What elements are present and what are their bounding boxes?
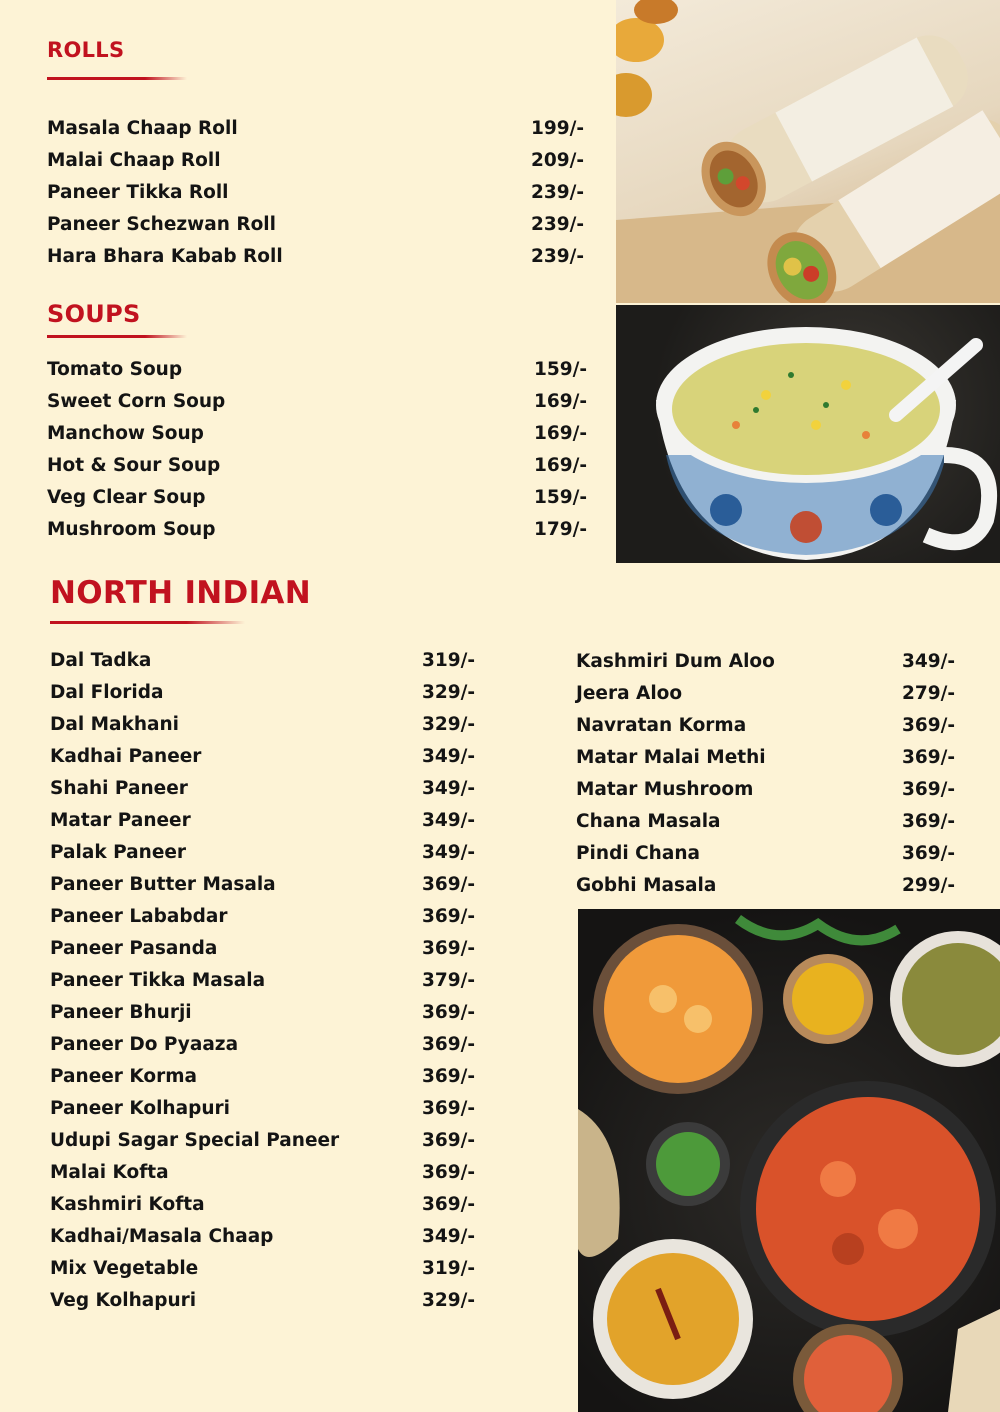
menu-item-name: Palak Paneer xyxy=(50,842,187,863)
menu-item-price: 369/- xyxy=(422,906,476,927)
menu-item-price: 369/- xyxy=(902,811,956,832)
menu-item-price: 349/- xyxy=(422,810,476,831)
north-indian-food-photo xyxy=(578,909,1000,1412)
menu-item-name: Mushroom Soup xyxy=(47,519,216,540)
menu-item-name: Paneer Tikka Roll xyxy=(47,182,229,203)
menu-item-name: Kashmiri Dum Aloo xyxy=(576,651,775,672)
north-indian-heading: NORTH INDIAN xyxy=(50,575,311,611)
menu-item-name: Sweet Corn Soup xyxy=(47,391,226,412)
menu-item-name: Shahi Paneer xyxy=(50,778,188,799)
menu-item-price: 369/- xyxy=(902,715,956,736)
menu-item-name: Paneer Bhurji xyxy=(50,1002,192,1023)
menu-item-price: 319/- xyxy=(422,1258,476,1279)
menu-item-name: Chana Masala xyxy=(576,811,721,832)
north-indian-heading-underline xyxy=(50,621,245,624)
menu-item-name: Paneer Korma xyxy=(50,1066,197,1087)
menu-item-price: 369/- xyxy=(422,1194,476,1215)
menu-item-price: 369/- xyxy=(902,747,956,768)
menu-item-price: 349/- xyxy=(902,651,956,672)
menu-item-price: 369/- xyxy=(422,1034,476,1055)
menu-item-name: Paneer Schezwan Roll xyxy=(47,214,276,235)
menu-item-price: 169/- xyxy=(534,455,588,476)
menu-item-price: 349/- xyxy=(422,842,476,863)
menu-item-price: 369/- xyxy=(422,1130,476,1151)
menu-item-name: Paneer Do Pyaaza xyxy=(50,1034,239,1055)
menu-item-name: Pindi Chana xyxy=(576,843,700,864)
menu-item-price: 379/- xyxy=(422,970,476,991)
menu-item-name: Dal Tadka xyxy=(50,650,152,671)
menu-item-price: 349/- xyxy=(422,778,476,799)
menu-item-price: 329/- xyxy=(422,714,476,735)
menu-item-name: Matar Paneer xyxy=(50,810,191,831)
menu-item-price: 179/- xyxy=(534,519,588,540)
menu-item-price: 349/- xyxy=(422,746,476,767)
menu-item-price: 169/- xyxy=(534,423,588,444)
menu-item-name: Malai Chaap Roll xyxy=(47,150,221,171)
menu-item-name: Paneer Butter Masala xyxy=(50,874,276,895)
menu-item-price: 369/- xyxy=(422,874,476,895)
menu-item-name: Paneer Lababdar xyxy=(50,906,228,927)
menu-item-price: 349/- xyxy=(422,1226,476,1247)
menu-item-price: 369/- xyxy=(902,843,956,864)
menu-item-name: Matar Mushroom xyxy=(576,779,754,800)
menu-item-price: 369/- xyxy=(422,1098,476,1119)
menu-item-price: 299/- xyxy=(902,875,956,896)
menu-item-name: Veg Kolhapuri xyxy=(50,1290,197,1311)
menu-item-name: Manchow Soup xyxy=(47,423,204,444)
menu-item-price: 369/- xyxy=(422,1066,476,1087)
menu-item-name: Kashmiri Kofta xyxy=(50,1194,205,1215)
rolls-heading: ROLLS xyxy=(47,38,125,62)
menu-item-price: 369/- xyxy=(422,1162,476,1183)
menu-item-name: Dal Makhani xyxy=(50,714,179,735)
menu-item-price: 369/- xyxy=(422,1002,476,1023)
menu-item-price: 239/- xyxy=(531,182,585,203)
menu-item-name: Jeera Aloo xyxy=(576,683,683,704)
menu-item-name: Gobhi Masala xyxy=(576,875,717,896)
menu-item-name: Tomato Soup xyxy=(47,359,183,380)
menu-item-name: Hara Bhara Kabab Roll xyxy=(47,246,283,267)
menu-item-name: Matar Malai Methi xyxy=(576,747,766,768)
soup-food-photo xyxy=(616,305,1000,563)
soups-heading-underline xyxy=(47,335,187,338)
rolls-food-photo xyxy=(616,0,1000,303)
menu-item-price: 279/- xyxy=(902,683,956,704)
menu-item-price: 329/- xyxy=(422,682,476,703)
menu-item-price: 209/- xyxy=(531,150,585,171)
menu-item-price: 239/- xyxy=(531,246,585,267)
menu-item-price: 199/- xyxy=(531,118,585,139)
menu-item-price: 329/- xyxy=(422,1290,476,1311)
menu-item-name: Dal Florida xyxy=(50,682,164,703)
menu-item-price: 369/- xyxy=(902,779,956,800)
menu-item-name: Paneer Pasanda xyxy=(50,938,218,959)
menu-item-price: 159/- xyxy=(534,359,588,380)
menu-item-name: Malai Kofta xyxy=(50,1162,169,1183)
menu-item-name: Hot & Sour Soup xyxy=(47,455,221,476)
menu-item-price: 159/- xyxy=(534,487,588,508)
menu-item-name: Veg Clear Soup xyxy=(47,487,206,508)
menu-item-name: Navratan Korma xyxy=(576,715,747,736)
menu-item-name: Paneer Tikka Masala xyxy=(50,970,266,991)
menu-item-price: 169/- xyxy=(534,391,588,412)
menu-item-price: 239/- xyxy=(531,214,585,235)
menu-item-price: 369/- xyxy=(422,938,476,959)
menu-item-price: 319/- xyxy=(422,650,476,671)
rolls-heading-underline xyxy=(47,77,187,80)
menu-item-name: Kadhai Paneer xyxy=(50,746,202,767)
menu-item-name: Mix Vegetable xyxy=(50,1258,199,1279)
menu-item-name: Udupi Sagar Special Paneer xyxy=(50,1130,340,1151)
menu-item-name: Paneer Kolhapuri xyxy=(50,1098,230,1119)
soups-heading: SOUPS xyxy=(47,300,141,328)
menu-item-name: Masala Chaap Roll xyxy=(47,118,238,139)
menu-item-name: Kadhai/Masala Chaap xyxy=(50,1226,274,1247)
